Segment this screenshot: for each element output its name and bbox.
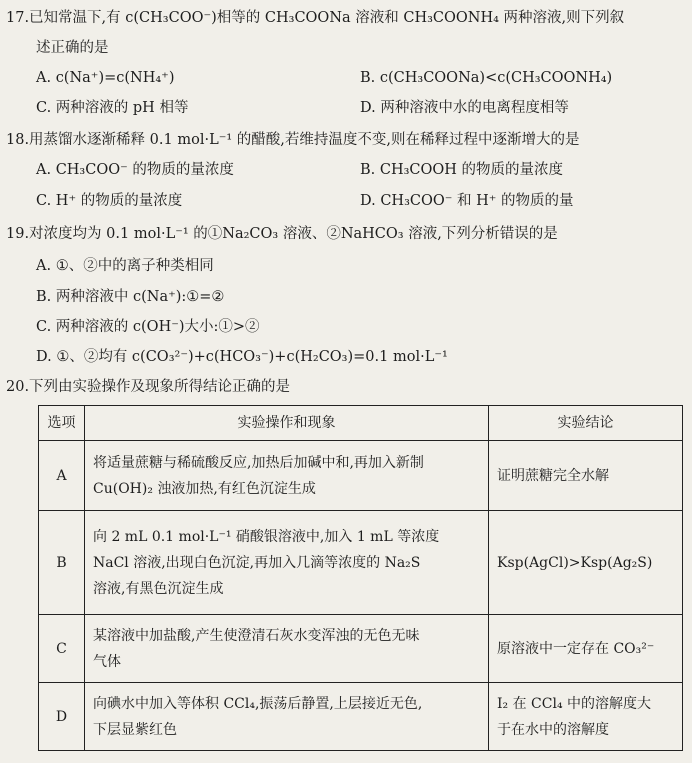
row-operation-line: Cu(OH)₂ 浊液加热,有红色沉淀生成 xyxy=(93,480,316,497)
q18-option-a: A. CH₃COO⁻ 的物质的量浓度 xyxy=(36,162,234,178)
q17-option-a: A. c(Na⁺)=c(NH₄⁺) xyxy=(36,70,175,86)
row-operation xyxy=(85,683,489,751)
row-operation xyxy=(85,615,489,683)
row-operation xyxy=(85,511,489,615)
header-operation: 实验操作和现象 xyxy=(85,406,489,441)
q17-stem-line2: 述正确的是 xyxy=(36,40,109,56)
table-row xyxy=(39,441,683,511)
row-conclusion-line: 原溶液中一定存在 CO₃²⁻ xyxy=(497,640,655,657)
q19-option-d: D. ①、②均有 c(CO₃²⁻)+c(HCO₃⁻)+c(H₂CO₃)=0.1 mol·L⁻¹ xyxy=(36,349,448,365)
q17-option-d: D. 两种溶液中水的电离程度相等 xyxy=(360,100,569,116)
q19-option-c: C. 两种溶液的 c(OH⁻)大小:①>② xyxy=(36,319,260,335)
q18-option-c: C. H⁺ 的物质的量浓度 xyxy=(36,193,183,209)
experiment-table xyxy=(38,405,683,751)
row-conclusion-line: 于在水中的溶解度 xyxy=(497,721,609,738)
table-row xyxy=(39,615,683,683)
header-option: 选项 xyxy=(39,406,85,441)
row-conclusion xyxy=(489,511,683,615)
row-operation-line: 将适量蔗糖与稀硫酸反应,加热后加碱中和,再加入新制 xyxy=(93,454,424,471)
row-conclusion xyxy=(489,615,683,683)
row-operation-line: 下层显紫红色 xyxy=(93,721,177,738)
q19-option-a: A. ①、②中的离子种类相同 xyxy=(36,258,214,274)
q18-option-b: B. CH₃COOH 的物质的量浓度 xyxy=(360,162,564,178)
q19-option-b: B. 两种溶液中 c(Na⁺):①=② xyxy=(36,289,225,305)
row-conclusion-line: 证明蔗糖完全水解 xyxy=(497,467,609,484)
q18-option-d: D. CH₃COO⁻ 和 H⁺ 的物质的量 xyxy=(360,193,574,209)
row-option-label: D xyxy=(39,683,85,751)
table-row xyxy=(39,683,683,751)
row-operation xyxy=(85,441,489,511)
row-operation-line: NaCl 溶液,出现白色沉淀,再加入几滴等浓度的 Na₂S xyxy=(93,554,421,571)
q17-option-b: B. c(CH₃COONa)<c(CH₃COONH₄) xyxy=(360,70,613,86)
row-operation-line: 向碘水中加入等体积 CCl₄,振荡后静置,上层接近无色, xyxy=(93,695,423,712)
q20-stem-line1: 20.下列由实验操作及现象所得结论正确的是 xyxy=(6,379,291,395)
q18-stem-line1: 18.用蒸馏水逐渐稀释 0.1 mol·L⁻¹ 的醋酸,若维持温度不变,则在稀释过程中逐渐增大的是 xyxy=(6,132,580,148)
q19-stem-line1: 19.对浓度均为 0.1 mol·L⁻¹ 的①Na₂CO₃ 溶液、②NaHCO₃ 溶液,下列分析错误的是 xyxy=(6,226,558,242)
row-option-label: B xyxy=(39,511,85,615)
row-conclusion xyxy=(489,683,683,751)
table-header-row xyxy=(39,406,683,441)
table-row xyxy=(39,511,683,615)
row-conclusion-line: I₂ 在 CCl₄ 中的溶解度大 xyxy=(497,695,652,712)
row-conclusion xyxy=(489,441,683,511)
row-operation-line: 向 2 mL 0.1 mol·L⁻¹ 硝酸银溶液中,加入 1 mL 等浓度 xyxy=(93,528,440,545)
row-operation-line: 溶液,有黑色沉淀生成 xyxy=(93,580,224,597)
header-conclusion: 实验结论 xyxy=(489,406,683,441)
row-option-label: A xyxy=(39,441,85,511)
row-option-label: C xyxy=(39,615,85,683)
q17-stem-line1: 17.已知常温下,有 c(CH₃COO⁻)相等的 CH₃COONa 溶液和 CH₃COONH₄ 两种溶液,则下列叙 xyxy=(6,10,625,26)
row-operation-line: 某溶液中加盐酸,产生使澄清石灰水变浑浊的无色无味 xyxy=(93,627,420,644)
q17-option-c: C. 两种溶液的 pH 相等 xyxy=(36,100,189,116)
row-operation-line: 气体 xyxy=(93,653,121,670)
row-conclusion-line: Ksp(AgCl)>Ksp(Ag₂S) xyxy=(497,554,653,571)
